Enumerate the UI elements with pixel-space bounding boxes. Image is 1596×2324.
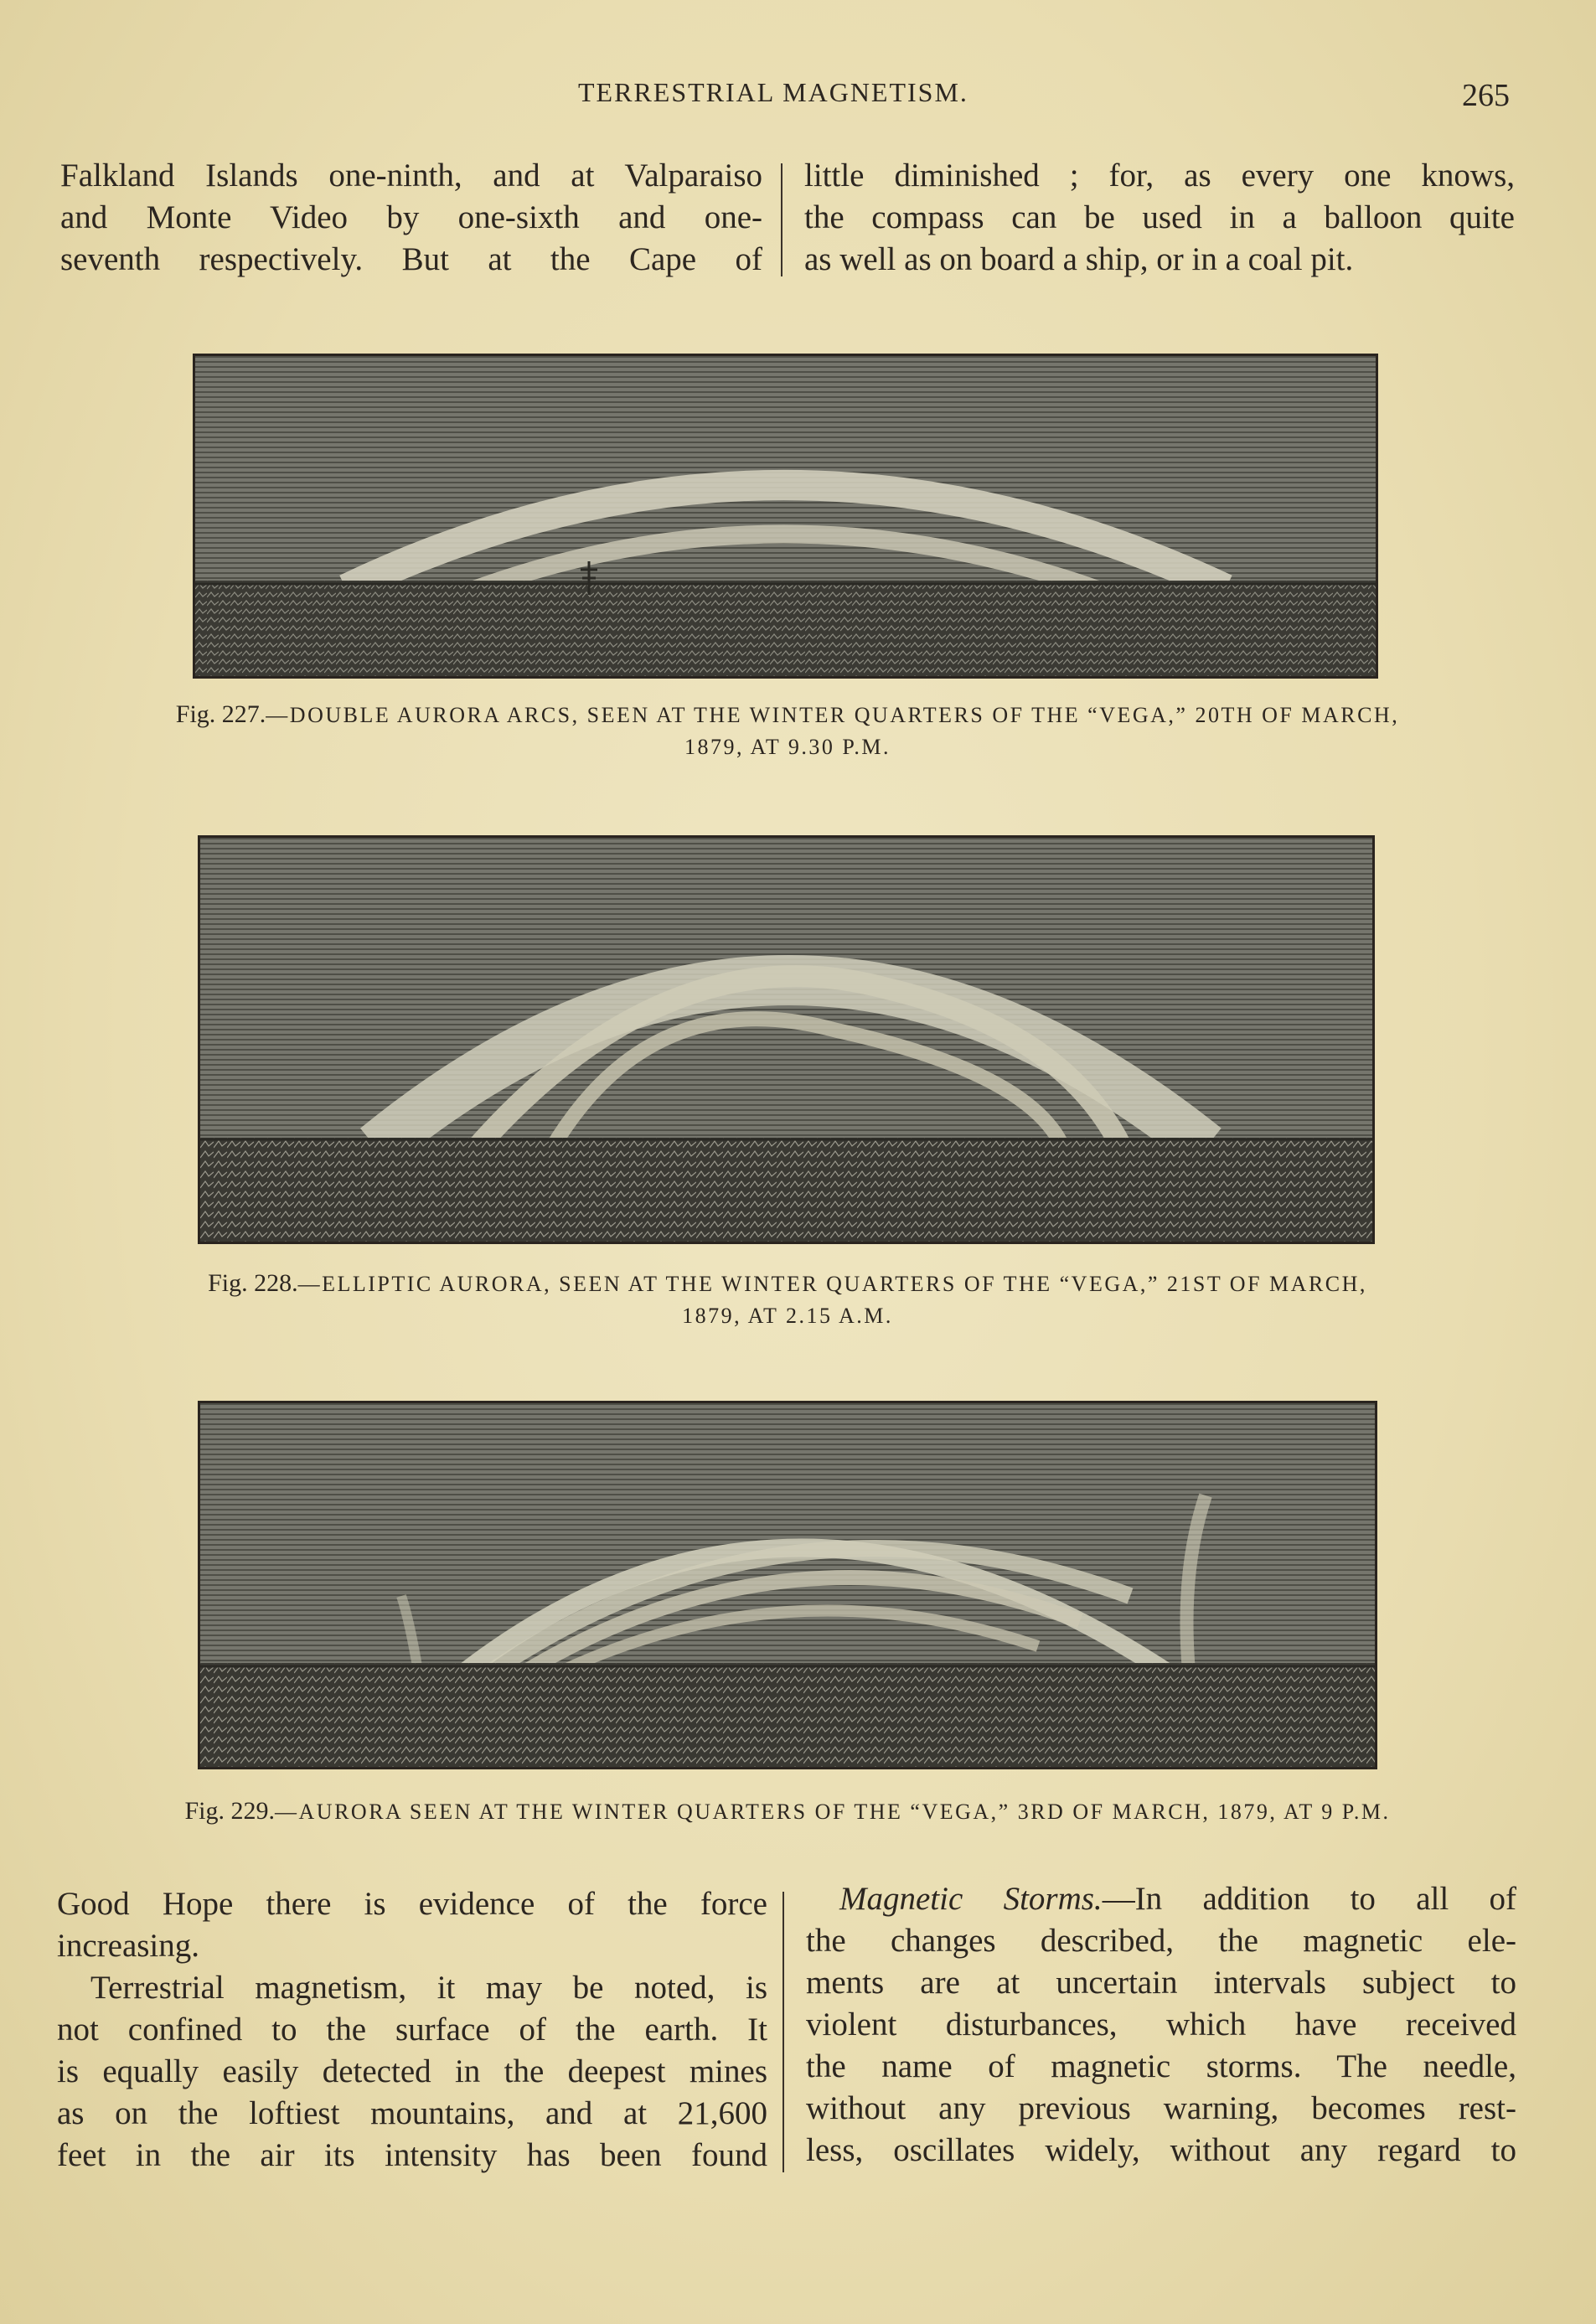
text-line: the name of magnetic storms. The needle, [806,2048,1516,2084]
figure-228-engraving [198,835,1375,1244]
text-line: violent disturbances, which have received [806,2006,1516,2043]
figure-label: Fig. 229. [184,1797,276,1825]
section-heading: Magnetic Storms. [839,1881,1103,1917]
text-line: seventh respectively. But at the Cape of [60,241,762,277]
text-line: Good Hope there is evidence of the force [57,1886,767,1922]
top-left-column [60,155,762,281]
bottom-right-column [806,1878,1516,2172]
text-line: the changes described, the magnetic ele- [806,1923,1516,1959]
text-line: not confined to the surface of the earth. It [57,2012,767,2048]
text-line: Falkland Islands one-ninth, and at Valparaiso [60,158,762,194]
text-line [806,1878,1516,1920]
figure-label: Fig. 228. [208,1269,298,1297]
text-line: less, oscillates widely, without any regard to [806,2132,1516,2168]
text-line: without any previous warning, becomes rest- [806,2090,1516,2126]
caption-line: —ELLIPTIC AURORA, SEEN AT THE WINTER QUARTERS OF THE “VEGA,” 21ST OF MARCH, [297,1272,1367,1296]
running-head [0,77,1596,119]
text-line: and Monte Video by one-sixth and one- [60,199,762,235]
figure-227-engraving [193,354,1378,679]
text-fragment: —In addition to all of [1102,1881,1516,1917]
running-title: TERRESTRIAL MAGNETISM. [578,77,968,107]
text-line: as on the loftiest mountains, and at 21,600 [57,2095,767,2131]
top-right-column [804,155,1515,281]
text-line: Terrestrial magnetism, it may be noted, is [90,1970,767,2006]
figure-228-caption [117,1268,1458,1332]
text-line: is equally easily detected in the deepest mines [57,2053,767,2089]
caption-line: —AURORA SEEN AT THE WINTER QUARTERS OF THE “VEGA,” 3RD OF MARCH, 1879, AT 9 P.M. [275,1800,1391,1824]
text-line: increasing. [57,1928,200,1964]
text-line: ments are at uncertain intervals subject to [806,1965,1516,2001]
caption-line: 1879, AT 2.15 A.M. [682,1304,893,1328]
figure-229-engraving [198,1401,1377,1769]
column-rule [781,163,783,276]
figure-label: Fig. 227. [175,700,266,728]
text-line: little diminished ; for, as every one knows, [804,158,1515,194]
text-line: the compass can be used in a balloon quite [804,199,1515,235]
column-rule [783,1892,784,2172]
caption-line: 1879, AT 9.30 P.M. [684,735,891,759]
bottom-left-column [57,1883,767,2177]
figure-229-caption [117,1795,1458,1828]
page-number: 265 [1462,78,1510,113]
caption-line: —DOUBLE AURORA ARCS, SEEN AT THE WINTER QUARTERS OF THE “VEGA,” 20TH OF MARCH, [266,703,1400,727]
figure-227-caption [117,699,1458,763]
text-line: as well as on board a ship, or in a coal pit. [804,241,1354,277]
text-line: feet in the air its intensity has been found [57,2137,767,2173]
